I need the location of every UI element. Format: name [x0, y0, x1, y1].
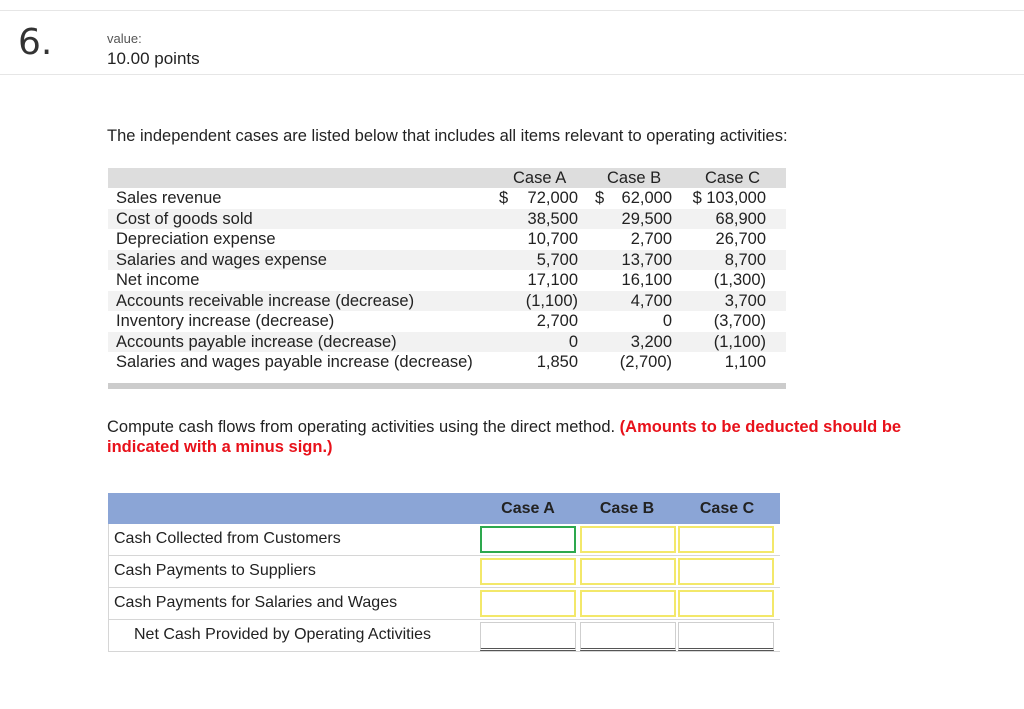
input-salaries-case-c[interactable] [678, 590, 774, 617]
data-row [108, 311, 786, 332]
value-c: 68,900 [715, 209, 766, 228]
value-b: 3,200 [630, 332, 672, 351]
value-b: 16,100 [621, 271, 672, 289]
value-c: $ 103,000 [692, 189, 766, 207]
data-row [108, 270, 786, 291]
value-b: 2,700 [630, 230, 672, 248]
data-row [108, 229, 786, 250]
table-bottom-rule [108, 383, 786, 389]
row-label: Depreciation expense [116, 230, 276, 248]
instruction-text [107, 417, 947, 457]
value-b: 4,700 [630, 291, 672, 310]
value-c: 3,700 [724, 291, 766, 310]
answer-header-case-c: Case C [699, 500, 755, 517]
value-a: 38,500 [527, 209, 578, 228]
dollar-sign-a: $ [499, 189, 509, 207]
value-a: 72,000 [527, 189, 578, 207]
row-label: Accounts receivable increase (decrease) [116, 291, 415, 310]
value-a: 1,850 [536, 353, 578, 371]
value-b: 0 [662, 312, 672, 330]
answer-header-case-b: Case B [599, 500, 655, 517]
answer-row-label: Net Cash Provided by Operating Activities [134, 626, 432, 643]
value-c: 26,700 [715, 230, 766, 248]
answer-header-case-a: Case A [501, 500, 555, 517]
total-net-cash-case-b [580, 622, 676, 651]
data-row [108, 188, 786, 209]
input-salaries-case-b[interactable] [580, 590, 676, 617]
instruction-main: Compute cash flows from operating activities using the direct method. [107, 418, 616, 436]
value-a: 5,700 [536, 250, 578, 269]
data-row [108, 209, 786, 230]
value-a: 0 [568, 332, 578, 351]
points-value: 10.00 points [107, 49, 200, 68]
value-a: (1,100) [525, 291, 578, 310]
question-number: 6. [18, 22, 53, 63]
data-row [108, 291, 786, 312]
data-row [108, 250, 786, 271]
input-cash-collected-case-a[interactable] [480, 526, 576, 553]
top-divider [0, 10, 1024, 11]
answer-row-salaries [108, 588, 780, 620]
row-label: Cost of goods sold [116, 209, 253, 228]
input-cash-collected-case-c[interactable] [678, 526, 774, 553]
value-a: 10,700 [527, 230, 578, 248]
value-a: 2,700 [536, 312, 578, 330]
answer-row-label: Cash Payments to Suppliers [114, 562, 316, 579]
instruction-note: (Amounts to be deducted should be indicated with a minus sign.) [107, 418, 902, 456]
header-case-c: Case C [705, 169, 761, 187]
input-suppliers-case-a[interactable] [480, 558, 576, 585]
header-case-a: Case A [513, 169, 567, 187]
row-label: Salaries and wages expense [116, 250, 327, 269]
value-b: 62,000 [621, 189, 672, 207]
value-c: (1,100) [713, 332, 766, 351]
value-c: 1,100 [724, 353, 766, 371]
case-data-table [108, 168, 786, 389]
value-c: 8,700 [724, 250, 766, 269]
row-label: Net income [116, 271, 200, 289]
total-net-cash-case-a [480, 622, 576, 651]
header-divider [0, 74, 1024, 75]
dollar-sign-b: $ [595, 189, 605, 207]
value-b: 29,500 [621, 209, 672, 228]
answer-row-label: Cash Payments for Salaries and Wages [114, 594, 398, 611]
answer-row-net-cash [108, 620, 780, 652]
input-suppliers-case-c[interactable] [678, 558, 774, 585]
input-suppliers-case-b[interactable] [580, 558, 676, 585]
input-cash-collected-case-b[interactable] [580, 526, 676, 553]
total-net-cash-case-c [678, 622, 774, 651]
input-salaries-case-a[interactable] [480, 590, 576, 617]
data-row [108, 332, 786, 353]
header-case-b: Case B [607, 169, 662, 187]
value-c: (3,700) [713, 312, 766, 330]
value-b: (2,700) [619, 353, 672, 371]
value-a: 17,100 [527, 271, 578, 289]
row-label: Salaries and wages payable increase (decrease) [116, 353, 473, 371]
row-label: Inventory increase (decrease) [116, 312, 335, 330]
answer-row-suppliers [108, 556, 780, 588]
row-label: Sales revenue [116, 189, 222, 207]
data-row [108, 352, 786, 373]
value-b: 13,700 [621, 250, 672, 269]
case-data-header [108, 168, 786, 188]
row-label: Accounts payable increase (decrease) [116, 332, 397, 351]
answer-table [108, 493, 780, 652]
intro-text: The independent cases are listed below that includes all items relevant to operating activities: [107, 127, 788, 145]
value-label: value: [107, 31, 142, 46]
answer-header [108, 493, 780, 524]
answer-row-cash-collected [108, 524, 780, 556]
answer-row-label: Cash Collected from Customers [114, 530, 341, 547]
value-c: (1,300) [713, 271, 766, 289]
